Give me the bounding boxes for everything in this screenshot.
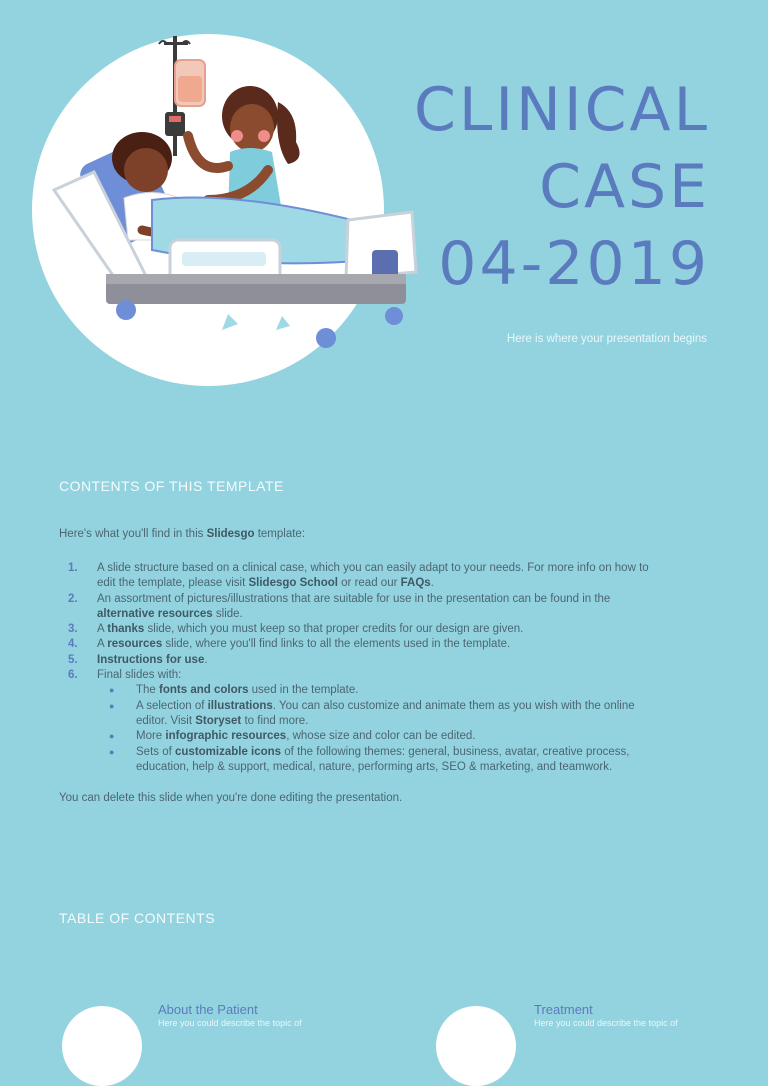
text-segment: , whose size and color can be edited. bbox=[286, 730, 476, 743]
text-segment: . bbox=[430, 577, 434, 590]
list-number: 3. bbox=[68, 623, 78, 636]
sub-bullet-list bbox=[97, 683, 659, 775]
contents-list-item bbox=[59, 637, 659, 652]
text-segment: to find more. bbox=[241, 714, 309, 727]
sub-bullet-item bbox=[97, 745, 659, 776]
text-segment: More bbox=[136, 730, 166, 743]
text-segment: slide, which you must keep so that proper credits for our design are given. bbox=[144, 623, 524, 636]
list-number: 1. bbox=[68, 562, 78, 574]
text-segment: . You can also customize and animate them as you wish with the online editor. Visit bbox=[136, 699, 635, 727]
bullet-dot-icon: ● bbox=[109, 700, 115, 711]
text-segment: . bbox=[204, 653, 208, 666]
text-segment: A slide structure based on a clinical case, which you can easily adapt to your needs. For more info on how to edit the template, please visit bbox=[97, 562, 649, 590]
bold-text: Storyset bbox=[195, 714, 242, 727]
sub-bullet-item bbox=[97, 683, 659, 698]
cover-title bbox=[414, 72, 710, 303]
list-number: 6. bbox=[68, 669, 78, 682]
text-segment: of the following themes: general, business, avatar, creative process, education, help & support, medical, nature, performing arts, SEO & marketing, and teamwork. bbox=[136, 745, 630, 773]
contents-list-item bbox=[59, 592, 659, 623]
text-segment: used in the template. bbox=[248, 684, 359, 697]
bold-text: alternative resources bbox=[97, 607, 213, 620]
text-segment: slide, where you'll find links to all the elements used in the template. bbox=[162, 638, 511, 651]
bold-text: resources bbox=[107, 638, 163, 651]
text-segment: The bbox=[136, 684, 160, 697]
contents-intro bbox=[59, 528, 305, 540]
bold-text: fonts and colors bbox=[159, 684, 249, 697]
bullet-dot-icon: ● bbox=[109, 746, 115, 757]
list-number: 4. bbox=[68, 638, 78, 651]
text-segment: Final slides with: bbox=[97, 669, 182, 682]
text-segment: An assortment of pictures/illustrations that are suitable for use in the presentation can be found in the bbox=[97, 592, 611, 605]
hospital-bed-illustration bbox=[32, 30, 422, 395]
contents-list bbox=[59, 561, 659, 775]
bullet-dot-icon: ● bbox=[109, 685, 115, 696]
intro-text: template: bbox=[254, 528, 306, 540]
bold-text: Instructions for use bbox=[97, 653, 205, 666]
text-segment: Sets of bbox=[136, 745, 175, 758]
text-segment: A selection of bbox=[136, 699, 208, 712]
cover-subtitle: Here is where your presentation begins bbox=[506, 333, 707, 345]
bold-text: illustrations bbox=[207, 699, 273, 712]
toc-heading: TABLE OF CONTENTS bbox=[59, 910, 216, 926]
title-line: CASE bbox=[539, 152, 710, 222]
contents-heading: CONTENTS OF THIS TEMPLATE bbox=[59, 478, 284, 494]
title-line: CLINICAL bbox=[414, 75, 710, 145]
text-segment: A bbox=[97, 623, 108, 636]
bold-text: FAQs bbox=[400, 577, 431, 590]
sub-bullet-item bbox=[97, 729, 659, 744]
intro-text: Here's what you'll find in this bbox=[59, 528, 207, 540]
bullet-dot-icon: ● bbox=[109, 731, 115, 742]
contents-list-item bbox=[59, 622, 659, 637]
contents-list-item bbox=[59, 561, 659, 592]
contents-closing-note: You can delete this slide when you're done editing the presentation. bbox=[59, 792, 403, 804]
toc-entry-title[interactable]: About the Patient bbox=[158, 1002, 258, 1017]
list-number: 5. bbox=[68, 653, 78, 666]
contents-list-item bbox=[59, 653, 659, 668]
bold-text: infographic resources bbox=[165, 730, 287, 743]
text-segment: slide. bbox=[212, 607, 243, 620]
title-line: 04-2019 bbox=[438, 229, 710, 299]
contents-list-item bbox=[59, 668, 659, 775]
list-number: 2. bbox=[68, 592, 78, 605]
toc-number-circle bbox=[62, 1006, 142, 1086]
toc-entry-title[interactable]: Treatment bbox=[534, 1002, 593, 1017]
text-segment: A bbox=[97, 638, 108, 651]
bold-text: thanks bbox=[107, 623, 145, 636]
toc-number-circle bbox=[436, 1006, 516, 1086]
bold-text: customizable icons bbox=[175, 745, 282, 758]
toc-entry-text: Here you could describe the topic of bbox=[534, 1018, 678, 1028]
intro-brand: Slidesgo bbox=[206, 528, 255, 540]
toc-entry-text: Here you could describe the topic of bbox=[158, 1018, 302, 1028]
bold-text: Slidesgo School bbox=[248, 577, 338, 590]
text-segment: or read our bbox=[337, 577, 401, 590]
sub-bullet-item bbox=[97, 699, 659, 730]
